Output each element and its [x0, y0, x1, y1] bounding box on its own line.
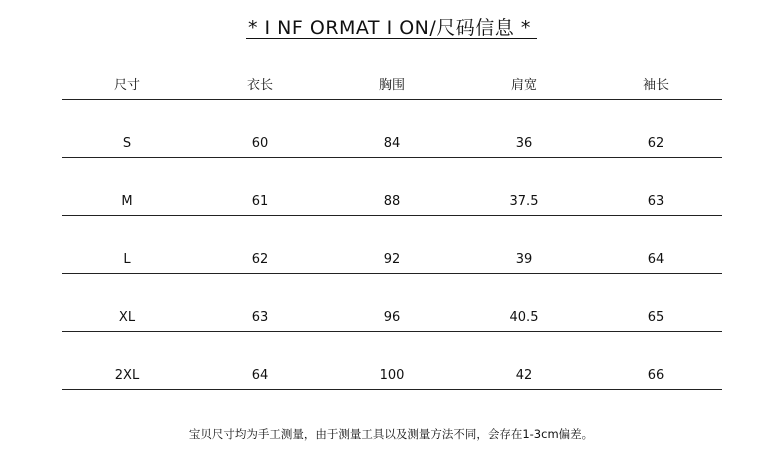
size-cell: 2XL [114, 368, 140, 383]
column-header-chest: 胸围 [378, 78, 405, 93]
chest-cell: 100 [379, 368, 405, 383]
chest-cell: 84 [383, 136, 401, 151]
shoulder-cell: 36 [515, 136, 533, 151]
measurement-note: 宝贝尺寸均为手工测量，由于测量工具以及测量方法不同，会存在1-3cm偏差。 [188, 427, 594, 441]
row-divider [62, 215, 722, 216]
chest-cell: 96 [383, 310, 401, 325]
sleeve-cell: 62 [647, 136, 665, 151]
length-cell: 64 [251, 368, 269, 383]
column-header-shoulder: 肩宽 [510, 78, 537, 93]
table-row [62, 308, 722, 328]
table-row [62, 250, 722, 270]
size-cell: L [123, 252, 131, 267]
row-divider [62, 273, 722, 274]
sleeve-cell: 65 [647, 310, 665, 325]
sleeve-cell: 66 [647, 368, 665, 383]
length-cell: 63 [251, 310, 269, 325]
size-cell: XL [118, 310, 136, 325]
chest-cell: 92 [383, 252, 401, 267]
table-header [62, 76, 722, 96]
title-underline [246, 38, 537, 39]
shoulder-cell: 40.5 [509, 310, 539, 325]
row-divider [62, 157, 722, 158]
column-header-length: 衣长 [246, 78, 273, 93]
length-cell: 60 [251, 136, 269, 151]
column-header-sleeve: 袖长 [642, 78, 669, 93]
column-header-size: 尺寸 [113, 78, 140, 93]
shoulder-cell: 39 [515, 252, 533, 267]
header-divider [62, 99, 722, 100]
sleeve-cell: 63 [647, 194, 665, 209]
page-title: * I NF ORMAT I ON/尺码信息 * [248, 17, 531, 39]
shoulder-cell: 42 [515, 368, 533, 383]
row-divider [62, 389, 722, 390]
size-cell: M [121, 194, 133, 209]
length-cell: 62 [251, 252, 269, 267]
table-row [62, 366, 722, 386]
shoulder-cell: 37.5 [509, 194, 539, 209]
chest-cell: 88 [383, 194, 401, 209]
sleeve-cell: 64 [647, 252, 665, 267]
length-cell: 61 [251, 194, 269, 209]
row-divider [62, 331, 722, 332]
table-row [62, 134, 722, 154]
size-cell: S [122, 136, 132, 151]
table-row [62, 192, 722, 212]
